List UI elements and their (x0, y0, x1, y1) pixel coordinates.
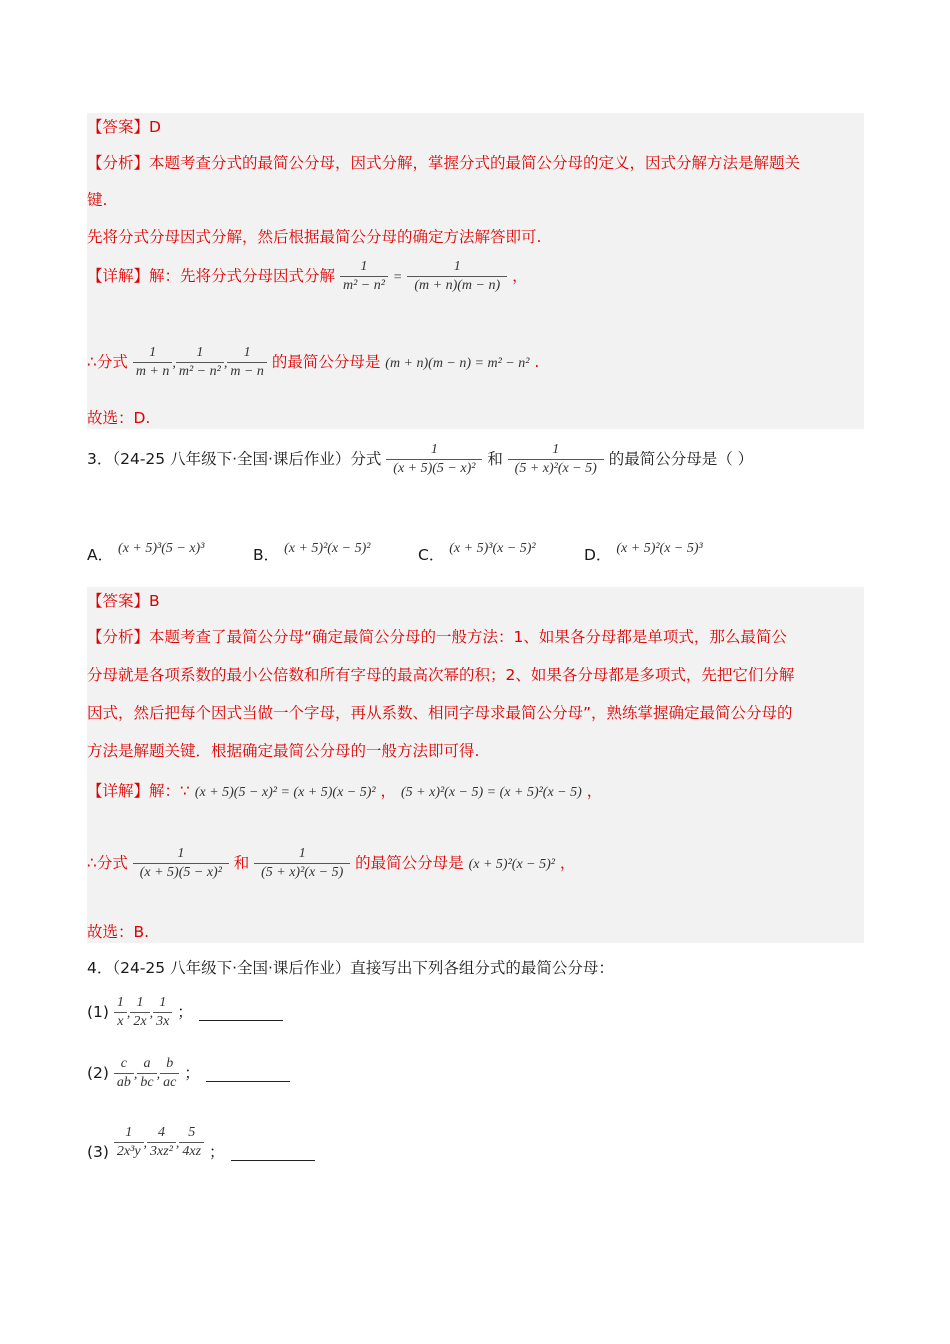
q3-stem-suffix: 的最简公分母是（ ） (608, 450, 754, 468)
q3-fraction-2: $\frac{1}{\text{(5 + x)²(x − 5)}}$ (508, 441, 604, 478)
q2-eq-right-fraction: $\frac{1}{(m + n)(m - n)}$ (407, 258, 507, 295)
q3-choose: 故选：B. (87, 923, 150, 941)
q2-analysis-line2: 键. (87, 191, 108, 209)
q2-therefore-prefix: ∴分式 (87, 353, 128, 371)
q3-detail-eq1: (x + 5)(5 − x)² = (x + 5)(x − 5)² (194, 785, 376, 800)
q4-2-frac-1: $\frac{c}{ab}$ (114, 1055, 134, 1092)
q3-detail-eq2: (5 + x)²(x − 5) = (x + 5)²(x − 5) (401, 785, 582, 800)
q2-fraction-3: $\frac{1}{m - n}$ (227, 344, 267, 381)
q4-1-frac-2: $\frac{1}{2x}$ (130, 994, 149, 1031)
q3-analysis-line4: 方法是解题关键．根据确定最简公分母的一般方法即可得. (87, 742, 480, 760)
q3-analysis-line3: 因式，然后把每个因式当做一个字母，再从系数、相同字母求最简公分母”，熟练掌握确定最简公分母的 (87, 704, 793, 722)
q4-1-answer-blank[interactable] (199, 1006, 283, 1021)
q3-therefore-fraction-1: $\frac{1}{\text{(x + 5)(5 − x)²}}$ (133, 845, 229, 882)
q3-therefore-result: (x + 5)²(x − 5)² (468, 857, 555, 872)
q2-therefore-mid: 的最简公分母是 (271, 353, 381, 371)
q2-fraction-2: $\frac{1}{\text{m² − n²}}$ (176, 344, 224, 381)
q2-detail-comma: ， (512, 267, 528, 285)
q3-therefore-fraction-2: $\frac{1}{\text{(5 + x)²(x − 5)}}$ (254, 845, 350, 882)
q3-option-c: C． (x + 5)³(x − 5)² (418, 541, 536, 564)
q3-option-d: D． (x + 5)²(x − 5)³ (584, 541, 703, 564)
q2-therefore-result: (m + n)(m − n) = m² − n² (385, 356, 530, 371)
q4-1-frac-3: $\frac{1}{3x}$ (153, 994, 172, 1031)
q4-3-frac-2: $\frac{4}{\text{3xz²}}$ (147, 1124, 176, 1161)
q2-analysis-line3: 先将分式分母因式分解，然后根据最简公分母的确定方法解答即可. (87, 228, 542, 246)
q3-analysis-line2: 分母就是各项系数的最小公倍数和所有字母的最高次幂的积；2、如果各分母都是多项式，先把它们分解 (87, 666, 795, 684)
q4-1-frac-1: $\frac{1}{x}$ (114, 994, 127, 1031)
q2-detail-prefix: 【详解】解：先将分式分母因式分解 (87, 267, 336, 285)
q3-analysis-line1: 【分析】本题考查了最简公分母“确定最简公分母的一般方法：1、如果各分母都是单项式，那么最简公 (87, 628, 787, 646)
q4-stem: 4．（24-25 八年级下·全国·课后作业）直接写出下列各组分式的最简公分母： (87, 959, 614, 977)
q2-answer: 【答案】D (87, 118, 161, 136)
q4-2-frac-2: $\frac{a}{bc}$ (137, 1055, 156, 1092)
q3-stem: 3．（24-25 八年级下·全国·课后作业）分式 $\frac{1}{\text{(x + 5)(5 − x)²}}$ 和 $\frac{1}{\text{(5 + x)²(x − 5)}}$ 的最简公分母是（ ） (87, 442, 754, 476)
q3-stem-prefix: 3．（24-25 八年级下·全国·课后作业）分式 (87, 450, 382, 468)
q3-detail-line: 【详解】解：∵ (x + 5)(5 − x)² = (x + 5)(x − 5)² ， (5 + x)²(x − 5) = (x + 5)²(x − 5) ， (87, 782, 603, 800)
q4-3-frac-3: $\frac{5}{4xz}$ (179, 1124, 204, 1161)
q2-fraction-1: $\frac{1}{m + n}$ (133, 344, 173, 381)
q2-eq-sign: = (392, 270, 403, 285)
q4-3-answer-blank[interactable] (231, 1146, 315, 1161)
q3-detail-prefix: 【详解】解：∵ (87, 782, 190, 800)
q2-analysis-line1: 【分析】本题考查分式的最简公分母，因式分解，掌握分式的最简公分母的定义，因式分解方法是解题关 (87, 154, 801, 172)
q3-option-b: B． (x + 5)²(x − 5)² (253, 541, 371, 564)
q4-2-frac-3: $\frac{b}{ac}$ (160, 1055, 179, 1092)
q3-answer: 【答案】B (87, 592, 160, 610)
q4-item-2: (2) $\frac{c}{ab}$ , $\frac{a}{bc}$ , $\frac{b}{ac}$ ； (87, 1055, 290, 1092)
q3-fraction-1: $\frac{1}{\text{(x + 5)(5 − x)²}}$ (386, 441, 482, 478)
q4-item-3: (3) $\frac{1}{\text{2x³y}}$ , $\frac{4}{\text{3xz²}}$ , $\frac{5}{4xz}$ ； (87, 1124, 315, 1163)
q3-therefore-line: ∴分式 $\frac{1}{\text{(x + 5)(5 − x)²}}$ 和 $\frac{1}{\text{(5 + x)²(x − 5)}}$ 的最简公分母是 (x + 5)²(x − 5)² ， (87, 846, 576, 880)
q2-therefore-line: ∴分式 $\frac{1}{m + n}$ , $\frac{1}{\text{m² − n²}}$ , $\frac{1}{m - n}$ 的最简公分母是 (m + n)(m − n) = m² − n² . (87, 345, 540, 379)
q4-3-frac-1: $\frac{1}{\text{2x³y}}$ (114, 1124, 144, 1161)
q4-item-1: (1) $\frac{1}{x}$ , $\frac{1}{2x}$ , $\frac{1}{3x}$ ； (87, 994, 283, 1031)
q4-2-answer-blank[interactable] (206, 1067, 290, 1082)
q3-option-a: A． (x + 5)³(5 − x)³ (87, 541, 205, 564)
q3-therefore-mid: 的最简公分母是 (355, 854, 464, 872)
q2-choose: 故选：D. (87, 409, 151, 427)
q3-therefore-prefix: ∴分式 (87, 854, 128, 872)
q2-detail-line (87, 258, 528, 295)
q2-eq-left-fraction: $\frac{1}{\text{m² − n²}}$ (340, 258, 388, 295)
